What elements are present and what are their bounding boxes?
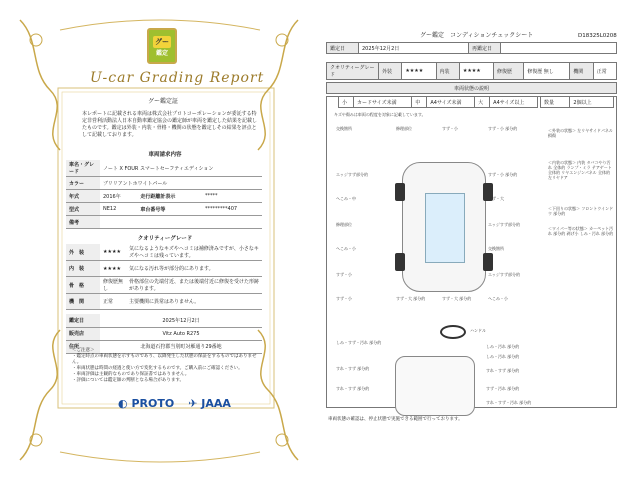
table-row xyxy=(66,294,262,310)
table-row xyxy=(66,160,262,177)
interior-label: すず・汚れ 部分的 xyxy=(486,386,520,391)
label: 機関 xyxy=(570,63,593,80)
legend-note: キズや傷みは車両の程度を対象に記載しています。 xyxy=(334,112,426,117)
label: 備考 xyxy=(66,216,100,229)
table-row xyxy=(66,177,262,190)
label: 骨 格 xyxy=(66,277,100,294)
wheel-icon xyxy=(395,253,405,271)
table-row xyxy=(339,97,538,108)
damage-label: へこみ・小 xyxy=(488,296,508,301)
value: 2個以上 xyxy=(570,97,614,108)
damage-label: へこみ・中 xyxy=(336,196,356,201)
size-cell: 大 xyxy=(475,97,490,108)
desc: 骨格部位の先端付近、または後端付近に修復を受けた形跡があります。 xyxy=(126,277,262,294)
damage-label: すず・大 部分的 xyxy=(442,296,472,301)
damage-label: へこみ・小 xyxy=(336,246,356,251)
stars: 修復歴無し xyxy=(100,277,126,294)
label: 鑑定日 xyxy=(327,43,359,54)
report-title: U-car Grading Report xyxy=(90,70,265,86)
note-line: ・評価については鑑定師の判断となる場合があります。 xyxy=(72,378,185,383)
steering-label: ハンドル xyxy=(470,328,486,333)
interior-label: すれ・すず 部分的 xyxy=(336,386,370,391)
value: ★★★★ xyxy=(459,63,493,80)
label: 外装 xyxy=(379,63,402,80)
label: カラー xyxy=(66,177,100,190)
table-row xyxy=(327,83,617,94)
notes xyxy=(72,348,257,384)
damage-label: エッジすず部分的 xyxy=(488,272,520,277)
label: 修復歴 xyxy=(494,63,524,80)
value: Vitz Auto R275 xyxy=(100,327,262,340)
value: 2025年12月2日 xyxy=(359,43,469,54)
value xyxy=(100,216,262,229)
label: 再鑑定日 xyxy=(469,43,501,54)
label: 機 関 xyxy=(66,294,100,310)
goo-badge-logo xyxy=(147,28,177,64)
damage-label: 交換箇所 xyxy=(336,126,352,131)
car-top-view xyxy=(402,162,486,292)
proto-logo: ◐ PROTO xyxy=(118,397,175,410)
notes-title: ＜ご注意＞ xyxy=(72,348,95,353)
table-row xyxy=(66,216,262,229)
steering-wheel-icon xyxy=(440,325,466,339)
status-title-table xyxy=(326,82,617,94)
document-id: D18325L0208 xyxy=(578,33,617,39)
damage-label: 修理部位 xyxy=(336,222,352,227)
count-table xyxy=(540,96,614,108)
label: 年式 xyxy=(66,190,100,203)
label: 車台番号等 xyxy=(137,203,202,216)
damage-label: エッジすず部分的 xyxy=(488,222,520,227)
wheel-icon xyxy=(395,183,405,201)
label: 外 装 xyxy=(66,244,100,261)
proto-logo-text: PROTO xyxy=(131,397,175,410)
size-cell: A4サイズ以上 xyxy=(490,97,538,108)
wheel-icon xyxy=(483,253,493,271)
note-line: ・車両評価は主観的なものであり保証書ではありません。 xyxy=(72,372,190,377)
label: 数量 xyxy=(541,97,570,108)
interior-label: すれ・すず・汚れ 部分的 xyxy=(486,400,532,405)
certificate-subtitle: グー鑑定証 xyxy=(148,98,179,105)
desc: 気になる汚れ等が部分的にあります。 xyxy=(126,261,262,277)
table-row xyxy=(66,327,262,340)
side-note: ＜内装の状態＞ 内装 タバコやり汚れ 全体的 ランプ・ミラ テアゲート 全体的 リヤエンジンパネル 全体的 左リヤドア xyxy=(548,160,612,180)
value: 2025年12月2日 xyxy=(100,314,262,327)
desc: 主要機関に異常はありません。 xyxy=(126,294,262,310)
interior-label: しみ・すず・汚れ 部分的 xyxy=(336,340,382,345)
interior-label: しみ・汚れ 部分的 xyxy=(486,354,520,359)
damage-label: 修理部位 xyxy=(396,126,412,131)
table-row xyxy=(66,277,262,294)
jaaa-logo: ✈ JAAA xyxy=(188,397,231,410)
logos xyxy=(118,397,231,410)
desc: 気になるようなキズやヘコミは補修済みですが、小さなキズやヘコミは残っています。 xyxy=(126,244,262,261)
grade-section-title: クオリティーグレード xyxy=(137,236,193,242)
table-row xyxy=(66,261,262,277)
value xyxy=(501,43,617,54)
stars: ★★★★ xyxy=(100,261,126,277)
size-cell: A4サイズ未満 xyxy=(427,97,475,108)
status-title: 車両状態の説明 xyxy=(327,83,617,94)
vehicle-table xyxy=(66,160,262,229)
label: 販売店 xyxy=(66,327,100,340)
label: 走行距離計表示 xyxy=(137,190,202,203)
damage-label: 交換箇所 xyxy=(488,246,504,251)
damage-label: すず・小 xyxy=(336,272,353,277)
side-note: ＜ワイパー等の状態＞ カーペット汚れ 部分的 剥げ小 しみ・汚れ 部分的 xyxy=(548,226,614,236)
size-cell: カードサイズ未満 xyxy=(354,97,412,108)
value: ***** xyxy=(202,190,262,203)
jaaa-logo-text: JAAA xyxy=(201,397,231,410)
car-interior-view xyxy=(395,356,475,416)
car-roof xyxy=(425,193,465,263)
certificate-panel xyxy=(0,0,318,480)
size-cell: 小 xyxy=(339,97,354,108)
vehicle-section-title: 車両請求内容 xyxy=(148,152,182,158)
grade-table xyxy=(66,244,262,310)
footer-note: 車両状態の確認は、停止状態で実施できる範囲で行っております。 xyxy=(328,417,463,422)
value: 2016年 xyxy=(100,190,137,203)
value: 北海道石狩郡当別町対雁通り29番地 xyxy=(100,340,262,353)
value: 正常 xyxy=(593,63,616,80)
damage-label: すず・小 xyxy=(336,296,353,301)
damage-label: すず・大 部分的 xyxy=(396,296,426,301)
label: クオリティーグレード xyxy=(327,63,379,80)
table-row xyxy=(541,97,614,108)
stars: 正常 xyxy=(100,294,126,310)
stars: ★★★★ xyxy=(100,244,126,261)
label: 鑑定日 xyxy=(66,314,100,327)
side-note: ＜下回りの状態＞ フロントウインドウ 部分的 xyxy=(548,206,614,216)
damage-label: すず・小 xyxy=(442,126,459,131)
intro-text: 本レポートに記載される車両は株式会社プロトコーポレーションが委託する特定非営利活動法人日本自動車鑑定協会の鑑定師が車両を鑑定した結果を記載したものです。鑑定は外装・内装・骨格・機関の状態を鑑定しその結果を評点として記載しております。 xyxy=(82,111,258,138)
note-line: ・車両状態は時間の経過と使い方で変化するものです。ご購入前にご確認ください。 xyxy=(72,366,243,371)
damage-label: エッジすず部分的 xyxy=(336,172,368,177)
table-row xyxy=(66,314,262,327)
size-cell: 中 xyxy=(412,97,427,108)
damage-label: すず・大 xyxy=(488,196,505,201)
label: 住所 xyxy=(66,340,100,353)
note-line: ・鑑定時点の車両状態を示すものであり、以降発生した状態の保証をするものではありません。 xyxy=(72,354,257,365)
interior-label: すれ・すず 部分的 xyxy=(336,366,370,371)
sheet-title: グー鑑定 コンディションチェックシート xyxy=(420,32,534,39)
value: ★★★★ xyxy=(402,63,436,80)
label: 内装 xyxy=(436,63,459,80)
label: 内 装 xyxy=(66,261,100,277)
table-row xyxy=(66,244,262,261)
value: ブリリアントホワイトパール xyxy=(100,177,262,190)
badge-bottom: 鑑定 xyxy=(155,49,168,57)
table-row xyxy=(66,203,262,216)
interior-label: しみ・汚れ 部分的 xyxy=(486,344,520,349)
table-row xyxy=(327,63,617,80)
header-table xyxy=(326,42,617,54)
size-legend-table xyxy=(338,96,538,108)
badge-top: グー xyxy=(155,37,169,46)
grade-row-table xyxy=(326,62,617,80)
label: 車名・グレード xyxy=(66,160,100,177)
value: *********407 xyxy=(202,203,262,216)
table-row xyxy=(327,43,617,54)
value: ノート X FOUR スマートセーフティエディション xyxy=(100,160,262,177)
value: NE12 xyxy=(100,203,137,216)
side-note: ＜外装の状態＞ 左リヤサイドパネル 損傷 xyxy=(548,128,613,138)
value: 修復歴 無し xyxy=(524,63,570,80)
damage-label: すず・小 部分的 xyxy=(488,172,518,177)
table-row xyxy=(66,190,262,203)
damage-label: すず・小 部分的 xyxy=(488,126,518,131)
label: 型式 xyxy=(66,203,100,216)
interior-label: すれ・すず 部分的 xyxy=(486,368,520,373)
